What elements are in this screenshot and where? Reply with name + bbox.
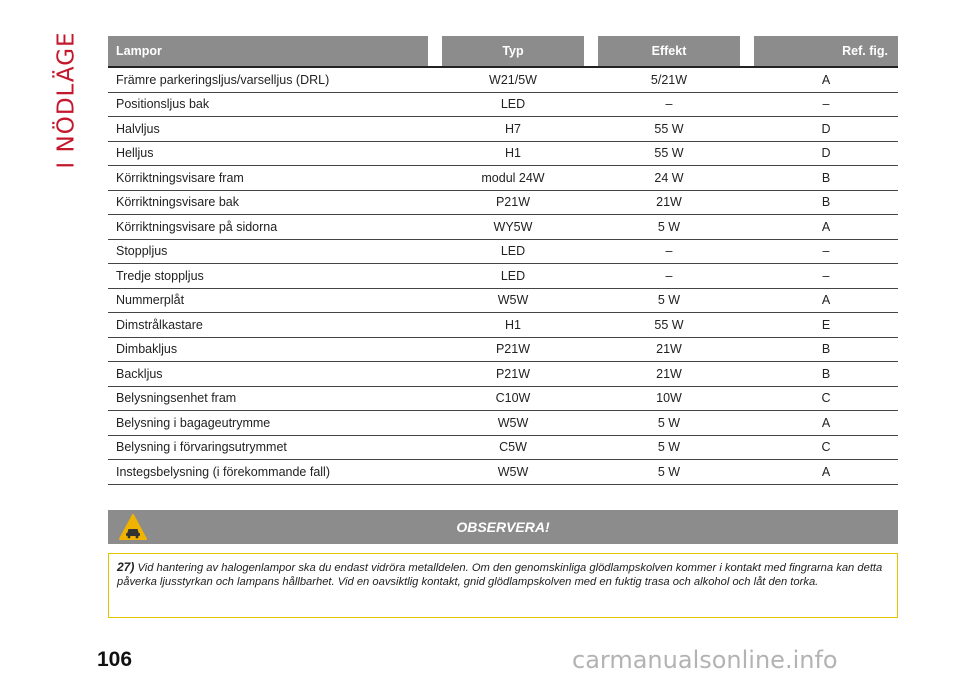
cell-lamp: Körriktningsvisare på sidorna (108, 215, 428, 240)
warning-note (108, 553, 898, 618)
table-row (108, 68, 898, 93)
cell-ref: – (754, 264, 898, 289)
cell-ref: C (754, 387, 898, 412)
bulb-table (108, 36, 898, 485)
cell-type: LED (442, 93, 584, 118)
warning-title: OBSERVERA! (456, 519, 550, 535)
watermark: carmanualsonline.info (572, 646, 838, 674)
table-row (108, 166, 898, 191)
cell-ref: C (754, 436, 898, 461)
cell-power: 5 W (598, 411, 740, 436)
cell-ref: D (754, 117, 898, 142)
table-row (108, 240, 898, 265)
cell-ref: A (754, 215, 898, 240)
cell-power: 21W (598, 191, 740, 216)
section-label-text: I NÖDLÄGE (54, 31, 81, 169)
cell-ref: A (754, 460, 898, 485)
cell-power: 55 W (598, 142, 740, 167)
cell-lamp: Halvljus (108, 117, 428, 142)
cell-type: P21W (442, 191, 584, 216)
table-row (108, 264, 898, 289)
column-header-type: Typ (442, 36, 584, 68)
cell-lamp: Nummerplåt (108, 289, 428, 314)
warning-header (108, 510, 898, 544)
section-label (52, 30, 82, 170)
table-row (108, 460, 898, 485)
cell-lamp: Instegsbelysning (i förekommande fall) (108, 460, 428, 485)
cell-ref: A (754, 411, 898, 436)
cell-power: 10W (598, 387, 740, 412)
warning-car-icon (118, 513, 148, 541)
cell-ref: B (754, 191, 898, 216)
table-row (108, 362, 898, 387)
cell-power: 55 W (598, 313, 740, 338)
cell-type: H7 (442, 117, 584, 142)
cell-power: – (598, 240, 740, 265)
cell-power: – (598, 93, 740, 118)
cell-lamp: Körriktningsvisare bak (108, 191, 428, 216)
table-row (108, 436, 898, 461)
column-header-power: Effekt (598, 36, 740, 68)
table-body (108, 68, 898, 485)
cell-ref: A (754, 68, 898, 93)
cell-ref: A (754, 289, 898, 314)
cell-lamp: Belysningsenhet fram (108, 387, 428, 412)
cell-type: W5W (442, 411, 584, 436)
cell-type: W5W (442, 289, 584, 314)
cell-type: H1 (442, 142, 584, 167)
cell-type: P21W (442, 338, 584, 363)
cell-power: 5/21W (598, 68, 740, 93)
cell-ref: B (754, 362, 898, 387)
note-text: Vid hantering av halogenlampor ska du endast vidröra metalldelen. Om den genomskinliga glödlampskolven kommer i kontakt med fingrarna kan detta påverka ljusstyrkan och lampans hållbarhet. Vid en oavsiktlig kontakt, gnid glödlampskolven med en fuktig trasa och alkohol och låt den torka. (117, 562, 883, 588)
cell-lamp: Belysning i bagageutrymme (108, 411, 428, 436)
cell-type: C5W (442, 436, 584, 461)
table-row (108, 142, 898, 167)
table-header-row (108, 36, 898, 68)
table-row (108, 338, 898, 363)
cell-type: LED (442, 240, 584, 265)
cell-power: 24 W (598, 166, 740, 191)
table-row (108, 93, 898, 118)
cell-ref: B (754, 166, 898, 191)
cell-type: WY5W (442, 215, 584, 240)
table-row (108, 387, 898, 412)
cell-power: 5 W (598, 215, 740, 240)
column-header-lamps: Lampor (108, 36, 428, 68)
column-header-ref-fig: Ref. fig. (754, 36, 898, 68)
cell-power: 21W (598, 338, 740, 363)
cell-lamp: Backljus (108, 362, 428, 387)
cell-type: W5W (442, 460, 584, 485)
note-number: 27) (117, 560, 135, 574)
cell-lamp: Körriktningsvisare fram (108, 166, 428, 191)
cell-power: 55 W (598, 117, 740, 142)
cell-type: P21W (442, 362, 584, 387)
table-row (108, 289, 898, 314)
cell-ref: D (754, 142, 898, 167)
cell-ref: – (754, 93, 898, 118)
cell-power: 5 W (598, 436, 740, 461)
cell-power: 21W (598, 362, 740, 387)
cell-lamp: Tredje stoppljus (108, 264, 428, 289)
cell-lamp: Främre parkeringsljus/varselljus (DRL) (108, 68, 428, 93)
cell-lamp: Dimstrålkastare (108, 313, 428, 338)
cell-type: modul 24W (442, 166, 584, 191)
table-row (108, 411, 898, 436)
cell-ref: E (754, 313, 898, 338)
cell-power: 5 W (598, 289, 740, 314)
cell-lamp: Dimbakljus (108, 338, 428, 363)
cell-type: W21/5W (442, 68, 584, 93)
cell-lamp: Stoppljus (108, 240, 428, 265)
table-row (108, 191, 898, 216)
cell-lamp: Belysning i förvaringsutrymmet (108, 436, 428, 461)
table-row (108, 215, 898, 240)
cell-lamp: Positionsljus bak (108, 93, 428, 118)
cell-ref: – (754, 240, 898, 265)
table-row (108, 313, 898, 338)
cell-type: H1 (442, 313, 584, 338)
cell-lamp: Helljus (108, 142, 428, 167)
table-row (108, 117, 898, 142)
cell-power: 5 W (598, 460, 740, 485)
cell-type: C10W (442, 387, 584, 412)
cell-power: – (598, 264, 740, 289)
cell-type: LED (442, 264, 584, 289)
cell-ref: B (754, 338, 898, 363)
page-number: 106 (97, 648, 133, 671)
